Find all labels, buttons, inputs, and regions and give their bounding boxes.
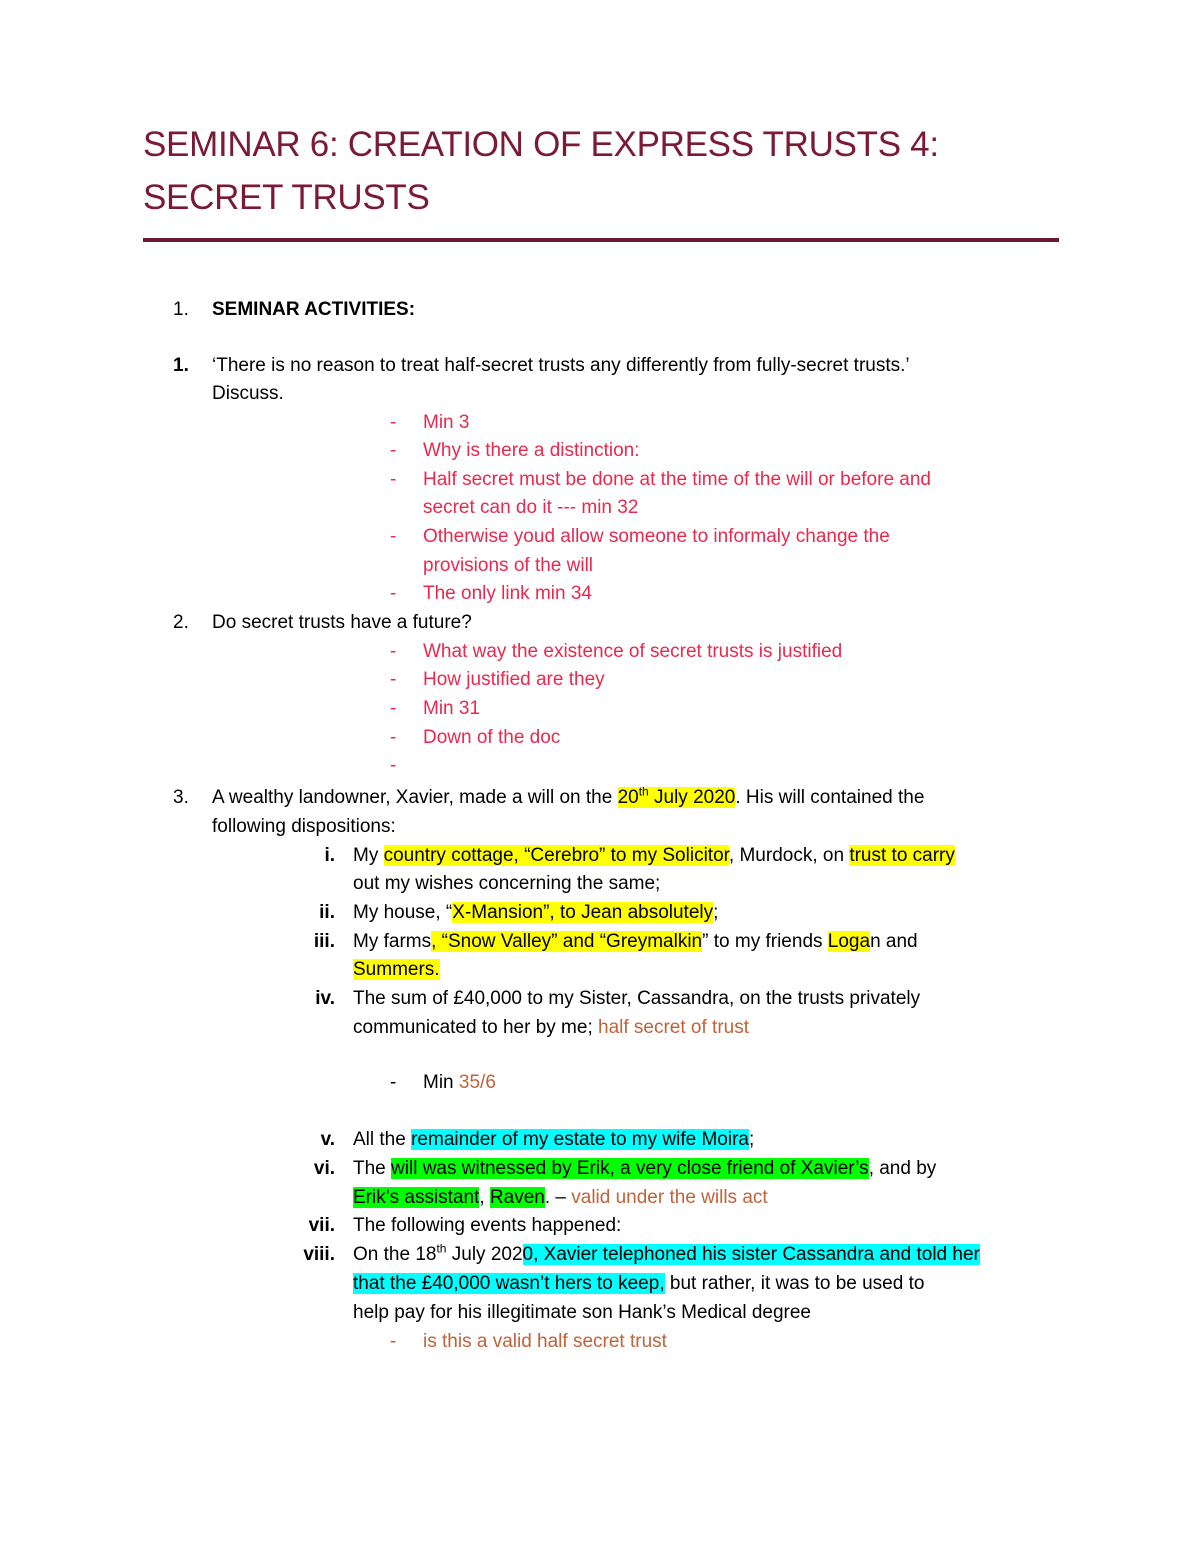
bullet-dash: - [390,727,397,748]
disposition-iv: The sum of £40,000 to my Sister, Cassandra, on the trusts privately [353,988,921,1009]
bullet-dash: - [390,412,397,433]
item-number: vii. [308,1215,335,1236]
q2-number: 2. [173,612,189,633]
item-number: i. [324,845,335,866]
q1-note: Otherwise youd allow someone to informaly change the [423,526,890,547]
q2-note: Down of the doc [423,727,561,748]
disposition-i: My country cottage, “Cerebro” to my Solicitor, Murdock, on trust to carry [353,845,955,866]
q1-note: Min 3 [423,412,470,433]
disposition-i: out my wishes concerning the same; [353,873,661,894]
disposition-viii-note: is this a valid half secret trust [423,1331,667,1352]
bullet-dash: - [390,1072,397,1093]
bullet-dash: - [390,583,397,604]
bullet-dash: - [390,755,397,776]
disposition-vi: Erik’s assistant, Raven. – valid under the wills act [353,1187,768,1208]
disposition-iv-note: Min 35/6 [423,1072,496,1093]
title-divider [143,238,1059,242]
item-number: iv. [315,988,335,1009]
disposition-vii: The following events happened: [353,1215,622,1236]
disposition-iv: communicated to her by me; half secret of trust [353,1017,750,1038]
q1-note: Half secret must be done at the time of the will or before and [423,469,931,490]
bullet-dash: - [390,698,397,719]
disposition-iii: My farms, “Snow Valley” and “Greymalkin” to my friends Logan and [353,931,918,952]
bullet-dash: - [390,440,397,461]
bullet-dash: - [390,1331,397,1352]
q1-note: provisions of the will [423,555,594,576]
q2-note: Min 31 [423,698,481,719]
page-title: SEMINAR 6: CREATION OF EXPRESS TRUSTS 4: SECRET TRUSTS [143,125,939,217]
bullet-dash: - [390,669,397,690]
q1-text: ‘There is no reason to treat half-secret trusts any differently from fully-secret trusts.’ [212,355,910,376]
disposition-viii: that the £40,000 wasn’t hers to keep, but rather, it was to be used to [353,1273,925,1294]
q1-text-discuss: Discuss. [212,383,284,404]
disposition-vi: The will was witnessed by Erik, a very close friend of Xavier’s, and by [353,1158,937,1179]
bullet-dash: - [390,641,397,662]
item-number: iii. [313,931,335,952]
disposition-iii: Summers. [353,959,440,980]
q2-note: How justified are they [423,669,605,690]
highlight: 20th July 2020 [617,784,736,808]
item-number: ii. [319,902,335,923]
section-heading: SEMINAR ACTIVITIES: [212,299,416,320]
section-number: 1. [173,299,189,320]
q1-note: The only link min 34 [423,583,592,604]
bullet-dash: - [390,469,397,490]
q1-number: 1. [173,355,189,376]
disposition-ii: My house, “X-Mansion”, to Jean absolutely; [353,902,719,923]
q1-note: secret can do it --- min 32 [423,497,639,518]
bullet-dash: - [390,526,397,547]
item-number: vi. [313,1158,335,1179]
disposition-viii: help pay for his illegitimate son Hank’s Medical degree [353,1302,812,1323]
disposition-v: All the remainder of my estate to my wife Moira; [353,1129,755,1150]
q1-note: Why is there a distinction: [423,440,640,461]
q2-note: What way the existence of secret trusts is justified [423,641,843,662]
q3-text: following dispositions: [212,816,396,837]
q3-text: A wealthy landowner, Xavier, made a will on the 20th July 2020. His will contained the [212,784,925,808]
q2-text: Do secret trusts have a future? [212,612,472,633]
disposition-viii: On the 18th July 2020, Xavier telephoned his sister Cassandra and told her [353,1241,980,1265]
q3-number: 3. [173,787,189,808]
item-number: v. [320,1129,335,1150]
item-number: viii. [303,1244,335,1265]
